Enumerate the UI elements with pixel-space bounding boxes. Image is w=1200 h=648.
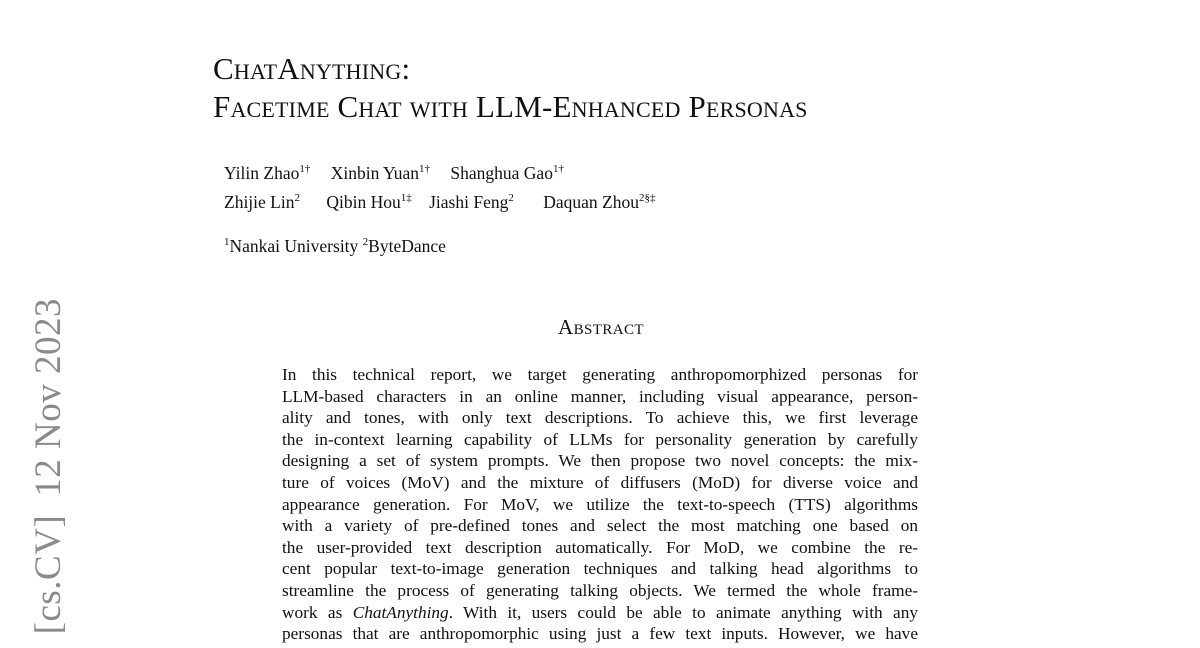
author-row-1 [224,159,671,188]
abstract-line: work as ChatAnything. With it, users could be able to animate anything with any [282,602,918,622]
author: Jiashi Feng$^2$ [429,192,514,212]
author: Qibin Hou$^{1\ddagger}$ [326,192,412,212]
author: Yilin Zhao$^{1\dagger}$ [224,163,311,183]
author-list [224,159,671,217]
abstract-body [282,364,918,645]
abstract-line: ture of voices (MoV) and the mixture of diffusers (MoD) for diverse voice and [282,472,918,492]
abstract-line: the user-provided text description automatically. For MoD, we combine the re- [282,537,918,557]
abstract-line: cent popular text-to-image generation techniques and talking head algorithms to [282,559,918,579]
title-line-2: Facetime Chat with LLM-Enhanced Personas [213,89,808,124]
abstract-line: personas that are anthropomorphic using just a few text inputs. However, we have [282,624,918,644]
arxiv-date: 12 Nov 2023 [28,298,69,497]
abstract-line: with a variety of pre-defined tones and select the most matching one based on [282,516,918,536]
affiliations: $^1$Nankai University $^2$ByteDance [224,236,446,256]
arxiv-stamp [28,298,70,648]
abstract-heading: Abstract [558,315,644,339]
affiliation: Nankai University [229,236,359,256]
affiliation: ByteDance [368,236,446,256]
abstract-line: ality and tones, with only text descriptions. To achieve this, we first leverage [282,408,918,428]
author: Shanghua Gao$^{1\dagger}$ [450,163,564,183]
abstract-line: designing a set of system prompts. We then propose two novel concepts: the mix- [282,451,918,471]
abstract-line: In this technical report, we target generating anthropomorphized personas for [282,365,918,384]
author: Zhijie Lin$^2$ [224,192,300,212]
title-line-1: ChatAnything: [213,51,411,86]
abstract-line: the in-context learning capability of LLMs for personality generation by carefully [282,429,918,449]
abstract-line: appearance generation. For MoV, we utilize the text-to-speech (TTS) algorithms [282,494,918,514]
author-row-2 [224,188,671,217]
author: Xinbin Yuan$^{1\dagger}$ [330,163,431,183]
arxiv-category: [cs.CV] [28,514,69,635]
author: Daquan Zhou$^{2\S\ddagger}$ [543,192,656,212]
abstract-line: LLM-based characters in an online manner, including visual appearance, person- [282,386,918,406]
framework-name: ChatAnything [352,602,449,622]
abstract-line: streamline the process of generating talking objects. We termed the whole frame- [282,580,918,600]
paper-title [213,50,1113,126]
